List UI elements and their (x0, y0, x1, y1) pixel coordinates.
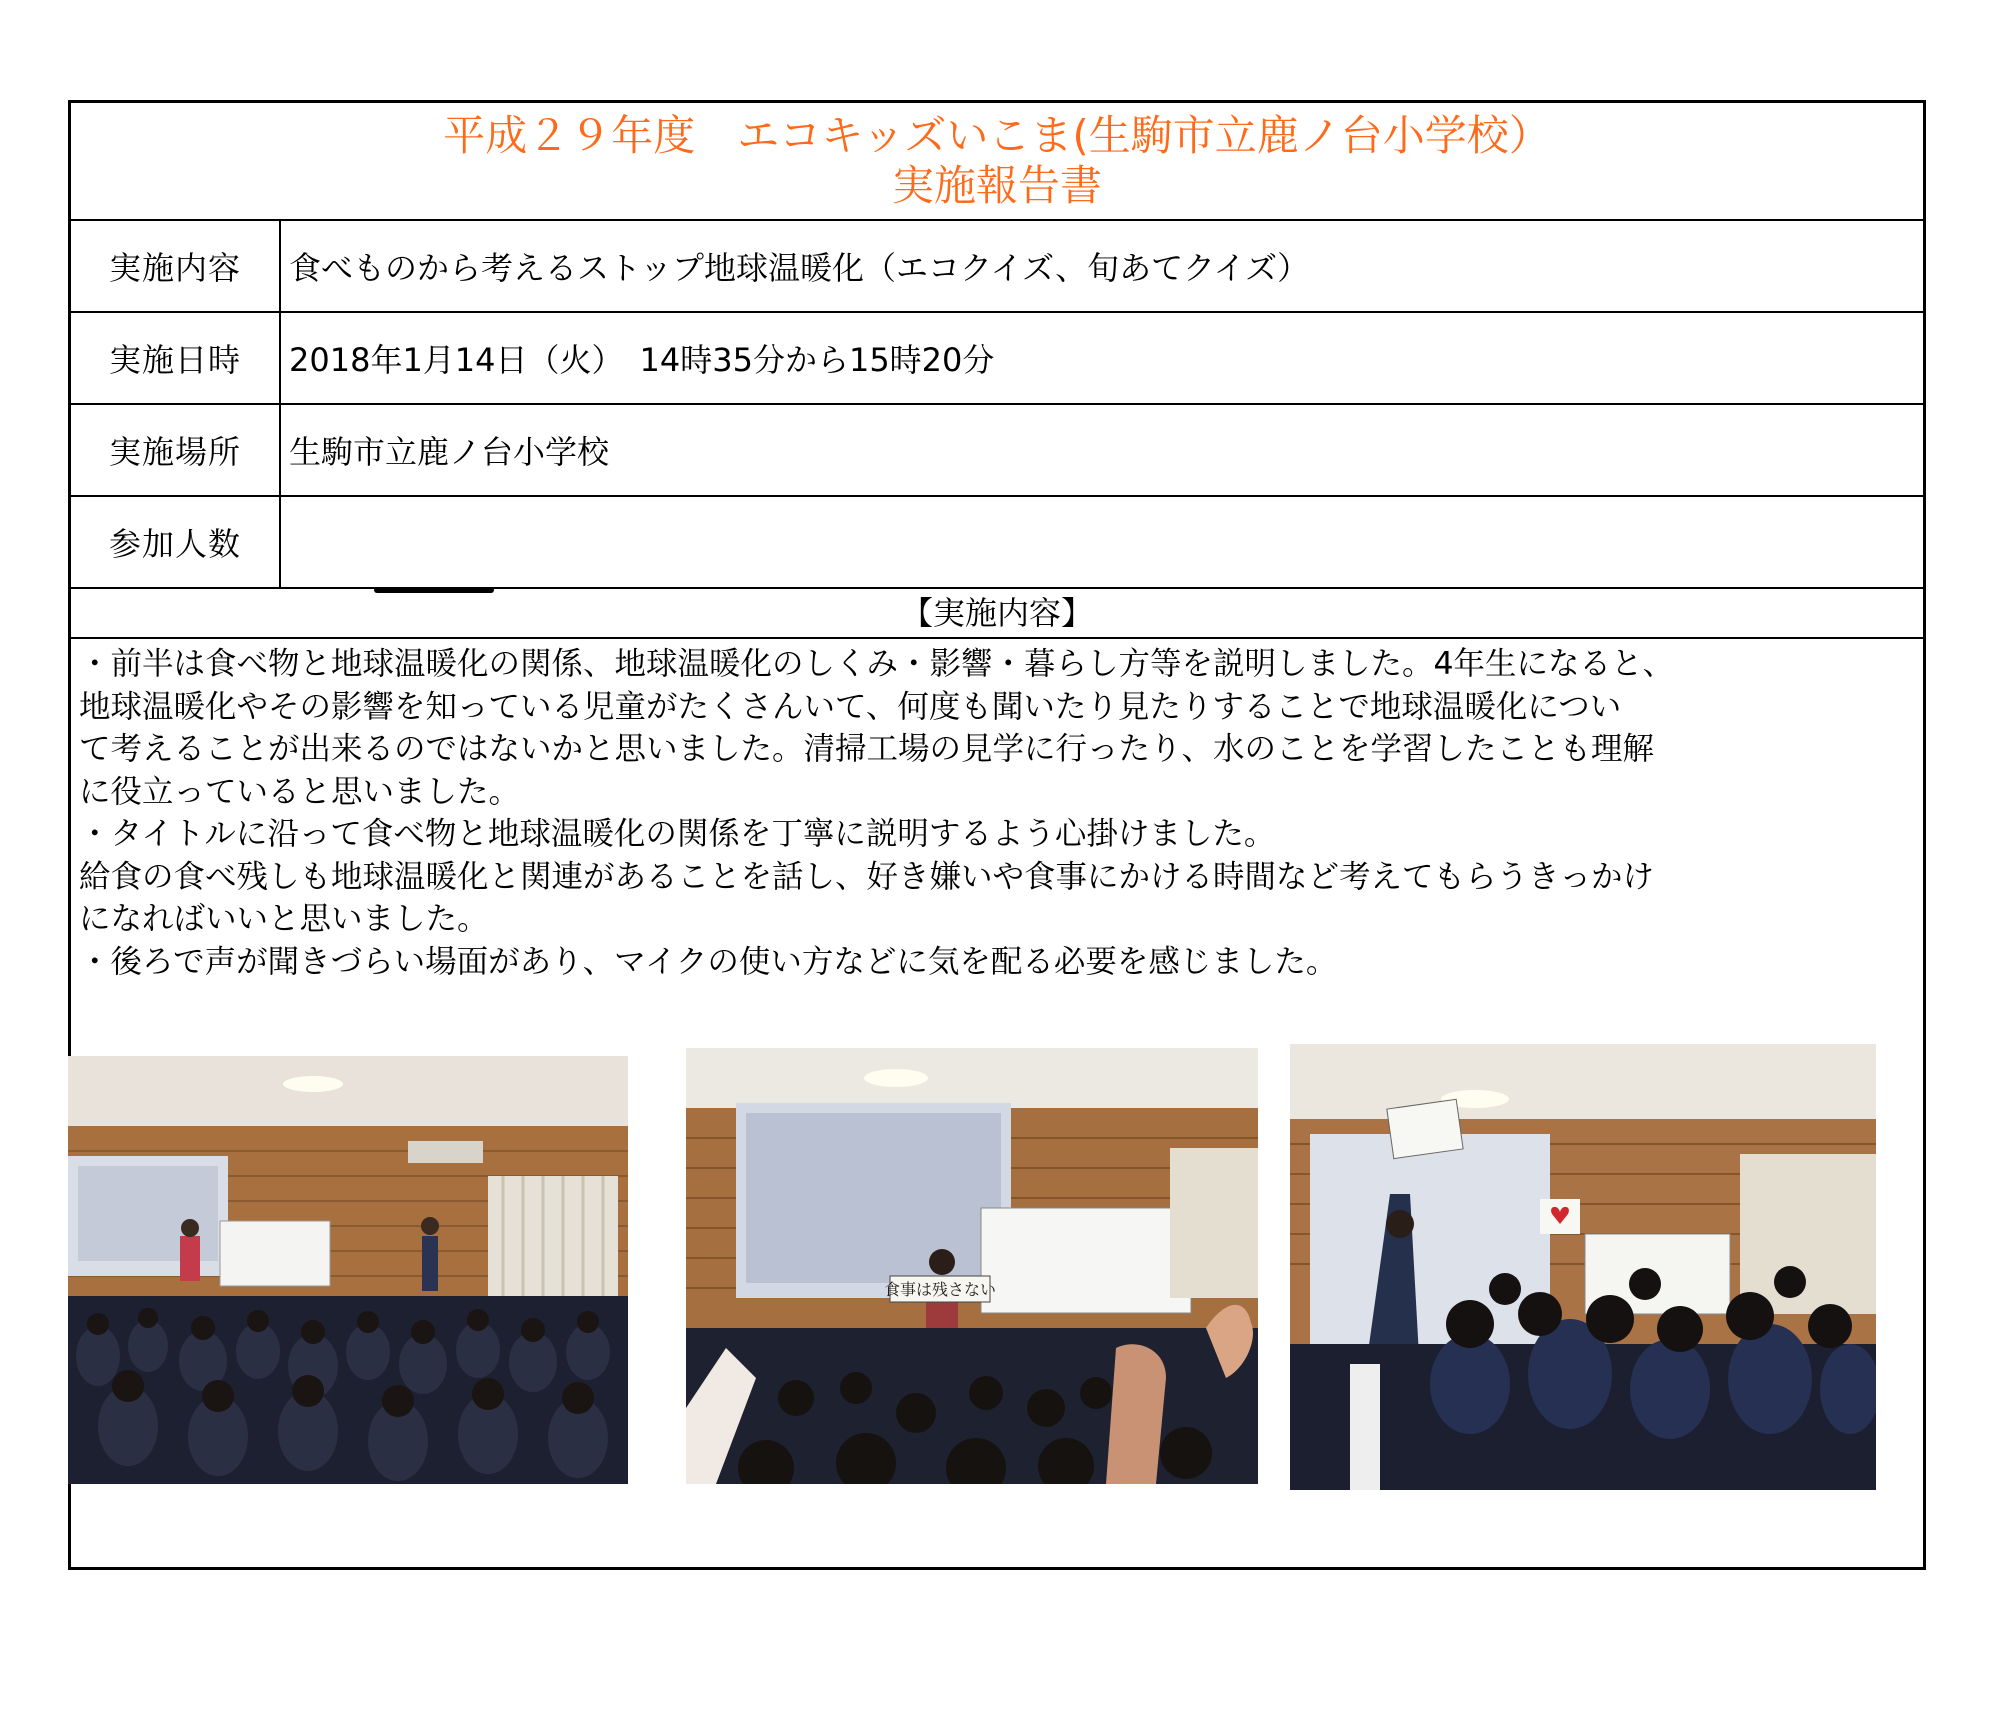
row-datetime-label: 実施日時 (71, 313, 281, 403)
report-title (71, 103, 1923, 221)
sign-text: 食事は残さない (883, 1280, 997, 1299)
photo-quiz-cards (1290, 1044, 1876, 1490)
title-line-1: 平成２９年度 エコキッズいこま(生駒市立鹿ノ台小学校） (443, 111, 1551, 160)
body-line: になればいいと思いました。 (79, 901, 489, 937)
body-line: ・前半は食べ物と地球温暖化の関係、地球温暖化のしくみ・影響・暮らし方等を説明しました。4年生になると、 (79, 646, 1675, 682)
row-content (71, 221, 1923, 313)
row-content-label: 実施内容 (71, 221, 281, 311)
row-content-value: 食べものから考えるストップ地球温暖化（エコクイズ、旬あてクイズ） (289, 249, 1310, 287)
body-line: に役立っていると思いました。 (79, 773, 521, 810)
body-line: て考えることが出来るのではないかと思いました。清掃工場の見学に行ったり、水のことを学習したことも理解 (79, 731, 1655, 767)
row-datetime-value: 2018年1月14日（火） 14時35分から15時20分 (289, 341, 995, 379)
title-line-2: 実施報告書 (891, 161, 1102, 210)
body-line: 給食の食べ残しも地球温暖化と関連があることを話し、好き嫌いや食事にかける時間など考えてもらうきっかけ (79, 858, 1655, 895)
section-heading: 【実施内容】 (71, 589, 1923, 639)
report-body (79, 643, 1919, 983)
body-line: ・タイトルに沿って食べ物と地球温暖化の関係を丁寧に説明するよう心掛けました。 (79, 816, 1276, 852)
photo-presenter-sign (686, 1048, 1258, 1484)
row-participants (71, 497, 1923, 589)
body-line: 地球温暖化やその影響を知っている児童がたくさんいて、何度も聞いたり見たりすることで地球温暖化につい (79, 688, 1622, 725)
row-participants-label: 参加人数 (71, 497, 281, 587)
row-place-label: 実施場所 (71, 405, 281, 495)
row-datetime (71, 313, 1923, 405)
row-place-value: 生駒市立鹿ノ台小学校 (289, 433, 610, 471)
body-line: ・後ろで声が聞きづらい場面があり、マイクの使い方などに気を配る必要を感じました。 (79, 943, 1338, 980)
row-place (71, 405, 1923, 497)
photo-gym-presentation (68, 1056, 628, 1484)
